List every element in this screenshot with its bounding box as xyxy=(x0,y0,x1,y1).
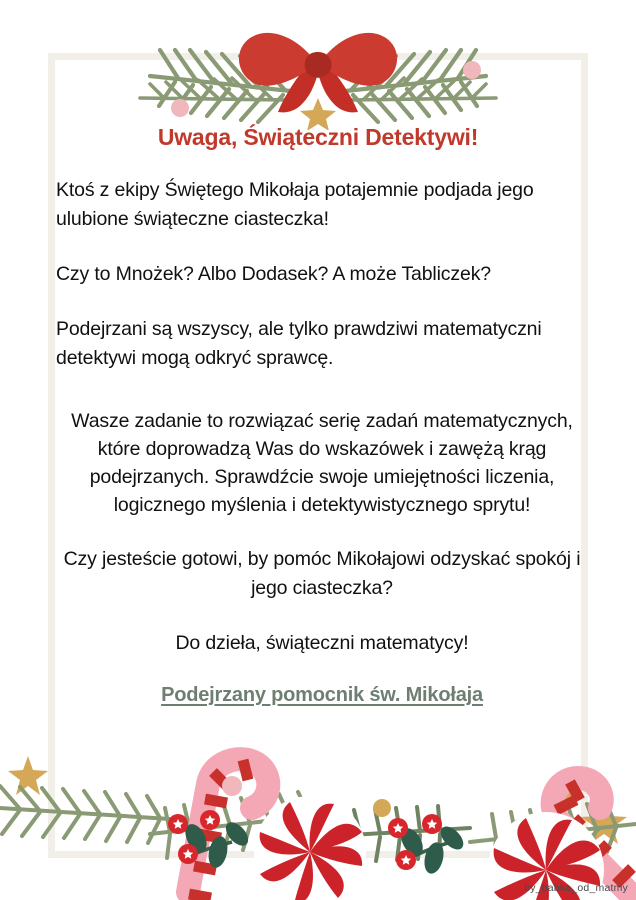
paragraph-call-to-action: Do dzieła, świąteczni matematycy! xyxy=(175,632,469,654)
paragraph-spacer xyxy=(56,399,588,407)
paragraph-task: Wasze zadanie to rozwiązać serię zadań matematycznych, które doprowadzą Was do wskazówek i zawężą krąg podejrzanych. Sprawdźcie swoje umiejętności liczenia, logicznego myślenia i detektywistycznego sprytu! xyxy=(71,410,573,516)
body-text-block xyxy=(56,176,588,707)
suspect-link-row xyxy=(56,684,588,707)
paragraph-intro: Ktoś z ekipy Świętego Mikołaja potajemnie podjada jego ulubione świąteczne ciasteczka! xyxy=(56,179,534,230)
page-title: Uwaga, Świąteczni Detektywi! xyxy=(157,124,479,150)
paragraph-suspects-question: Czy to Mnożek? Albo Dodasek? A może Tabliczek? xyxy=(56,263,491,285)
paragraph-ready-question: Czy jesteście gotowi, by pomóc Mikołajowi odzyskać spokój i jego ciasteczka? xyxy=(63,548,581,599)
author-watermark: by_babka_od_matmy xyxy=(524,882,628,894)
paragraph-all-suspects: Podejrzani są wszyscy, ale tylko prawdziwi matematyczni detektywi mogą odkryć sprawcę. xyxy=(56,318,542,369)
suspect-link[interactable]: Podejrzany pomocnik św. Mikołaja xyxy=(161,684,483,706)
